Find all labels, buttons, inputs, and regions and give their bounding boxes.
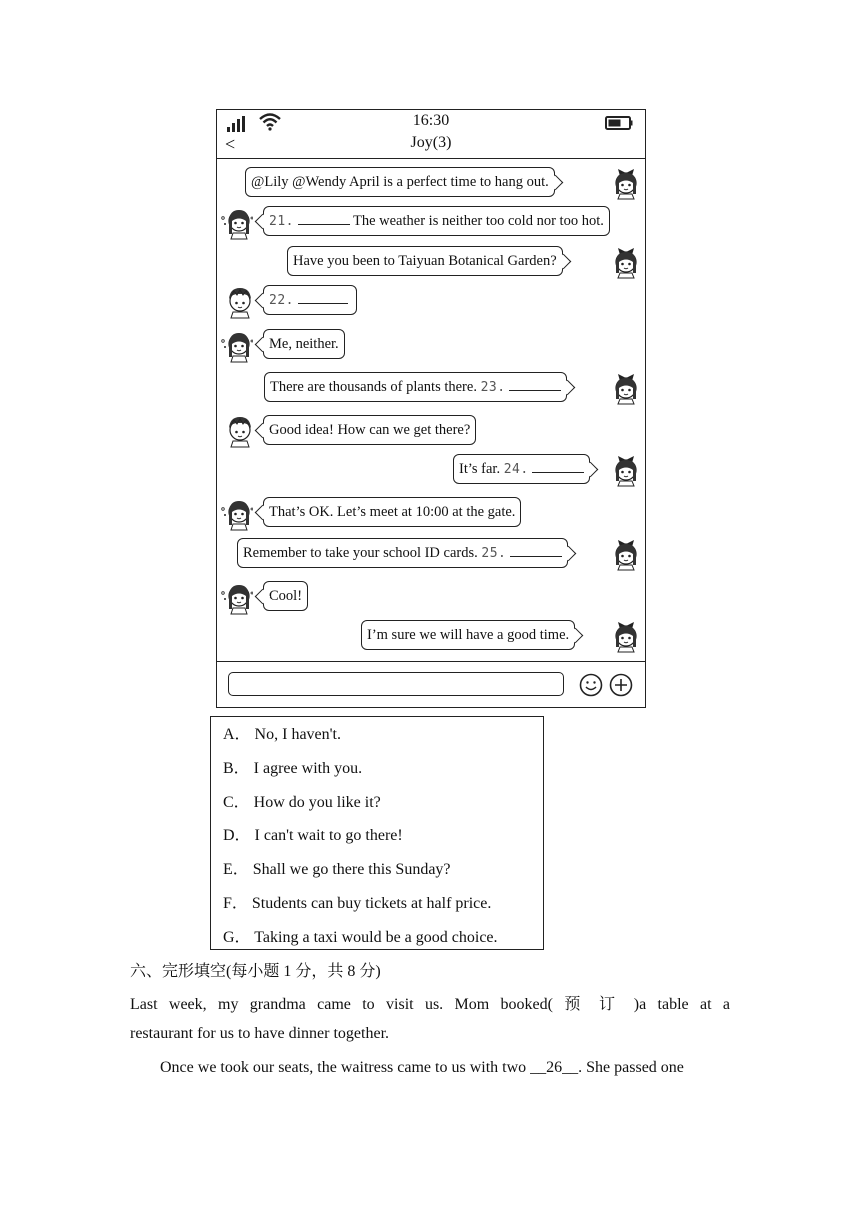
chat-bubble (263, 581, 308, 611)
boy-avatar-icon (223, 283, 257, 319)
boy-avatar-icon (223, 412, 257, 448)
chat-bubble (237, 538, 568, 568)
girl-avatar-icon (609, 369, 643, 405)
question-number: 21. (269, 214, 294, 229)
battery-icon (605, 116, 633, 130)
passage-text: Once we took our seats, the waitress came to us with two (160, 1059, 531, 1076)
question-number: 23. (480, 380, 506, 395)
passage-line: restaurant for us to have dinner together. (130, 1025, 390, 1042)
section-heading: 六、完形填空(每小题 1 分，共 8 分) (130, 963, 381, 980)
passage-line: Last week, my grandma came to visit us. Mom booked( 预 订 )a table at a (130, 996, 730, 1013)
answer-blank[interactable] (509, 376, 561, 391)
bubble-text: Remember to take your school ID cards. (243, 545, 482, 561)
option-d: D． I can't wait to go there! (223, 827, 403, 844)
girl-avatar-icon (609, 617, 643, 653)
chat-bubble (361, 620, 575, 650)
option-b: B． I agree with you. (223, 760, 363, 777)
bubble-text: Cool! (269, 588, 303, 604)
options-box (210, 716, 544, 950)
girl-avatar-icon (609, 243, 643, 279)
chat-input-bar (217, 661, 645, 707)
status-time: 16:30 (412, 112, 450, 129)
option-c: C． How do you like it? (223, 794, 381, 811)
bubble-text: Have you been to Taiyuan Botanical Garden? (293, 253, 557, 269)
bubble-text: That’s OK. Let’s meet at 10:00 at the gate. (269, 504, 516, 520)
question-number: 22. (269, 293, 294, 308)
bubble-text: The weather is neither too cold nor too hot. (352, 213, 604, 229)
girl-avatar-icon (219, 495, 253, 531)
plus-icon[interactable] (609, 673, 633, 697)
question-number: 24. (503, 462, 529, 477)
emoji-icon[interactable] (579, 673, 603, 697)
chat-bubble (263, 329, 345, 359)
chat-bubble (263, 206, 610, 236)
answer-blank[interactable] (298, 289, 348, 304)
question-number: 25. (481, 546, 507, 561)
chat-bubble (263, 285, 357, 315)
message-input[interactable] (228, 672, 564, 696)
chat-bubble (453, 454, 590, 484)
girl-avatar-icon (609, 164, 643, 200)
bubble-text: There are thousands of plants there. (270, 379, 481, 395)
chat-bubble (263, 497, 521, 527)
bubble-text: @Lily @Wendy April is a perfect time to hang out. (251, 174, 549, 190)
girl-avatar-icon (219, 204, 253, 240)
chat-title: Joy(3) (410, 134, 452, 151)
girl-avatar-icon (219, 579, 253, 615)
option-g: G． Taking a taxi would be a good choice. (223, 929, 498, 946)
girl-avatar-icon (609, 535, 643, 571)
answer-blank[interactable] (532, 458, 584, 473)
girl-avatar-icon (219, 327, 253, 363)
chat-bubble (287, 246, 563, 276)
bubble-text: Good idea! How can we get there? (269, 422, 471, 438)
chat-bubble (264, 372, 567, 402)
option-a: A． No, I haven't. (223, 726, 341, 743)
option-e: E． Shall we go there this Sunday? (223, 861, 451, 878)
back-button[interactable]: < (225, 134, 236, 154)
bubble-text: Me, neither. (269, 336, 339, 352)
chat-bubble (245, 167, 555, 197)
blank-26: __26__ (530, 1059, 579, 1076)
bubble-text: It’s far. (459, 461, 504, 477)
phone-mockup (216, 109, 646, 708)
passage-text: . She passed one (578, 1059, 684, 1076)
bubble-text: I’m sure we will have a good time. (367, 627, 570, 643)
answer-blank[interactable] (510, 542, 562, 557)
passage-line (160, 1059, 684, 1077)
chat-bubble (263, 415, 476, 445)
phone-status-bar (217, 110, 645, 159)
answer-blank[interactable] (298, 210, 350, 225)
girl-avatar-icon (609, 451, 643, 487)
option-f: F． Students can buy tickets at half price. (223, 895, 492, 912)
